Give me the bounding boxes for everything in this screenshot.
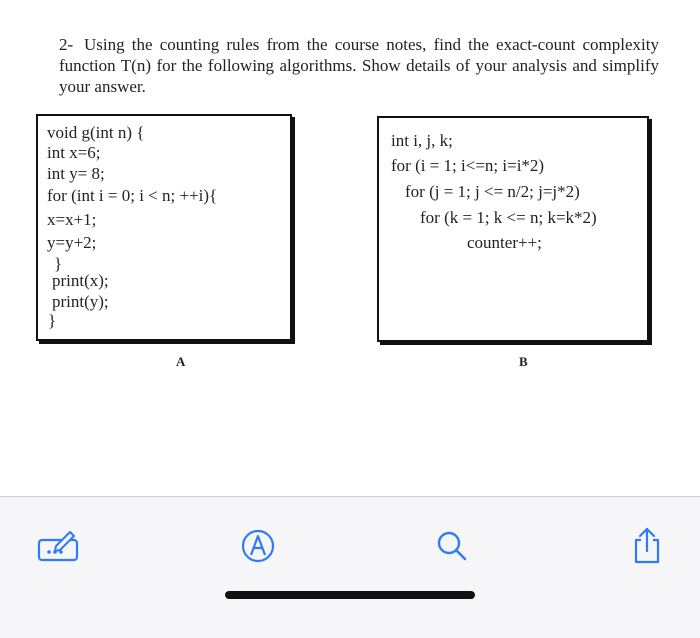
code-line: for (i = 1; i<=n; i=i*2) (391, 156, 545, 175)
algorithm-a-caption: A (176, 354, 186, 369)
markup-icon (36, 528, 80, 564)
code-line: int x=6; (47, 143, 101, 162)
pen-tool-button[interactable] (236, 524, 280, 568)
search-icon (434, 528, 470, 564)
question-number: 2- (59, 35, 74, 54)
share-icon (629, 526, 665, 566)
question-body: Using the counting rules from the course notes, find the exact-count complexity function T(n) for the following algorithms. Show details of your analysis and simplify your answer. (59, 35, 659, 96)
code-line: y=y+2; (47, 233, 97, 252)
code-line: } (54, 254, 63, 273)
home-indicator[interactable] (225, 591, 475, 599)
algorithm-a-box (36, 114, 292, 341)
question-text (59, 34, 659, 97)
code-line: x=x+1; (47, 210, 97, 229)
code-line: print(y); (52, 292, 109, 311)
share-button[interactable] (625, 524, 669, 568)
code-line: print(x); (52, 271, 109, 290)
algorithm-b-caption: B (519, 354, 528, 369)
pen-tool-icon (238, 526, 278, 566)
code-line: } (48, 311, 57, 330)
code-line: void g(int n) { (47, 123, 145, 142)
markup-button[interactable] (36, 524, 80, 568)
search-button[interactable] (430, 524, 474, 568)
code-line: for (int i = 0; i < n; ++i){ (47, 186, 218, 205)
code-line: for (k = 1; k <= n; k=k*2) (420, 208, 597, 227)
code-line: counter++; (467, 233, 542, 252)
code-line: int y= 8; (47, 164, 105, 183)
bottom-toolbar (0, 496, 700, 638)
algorithm-b-box (377, 116, 649, 342)
code-line: for (j = 1; j <= n/2; j=j*2) (405, 182, 580, 201)
code-line: int i, j, k; (391, 131, 453, 150)
